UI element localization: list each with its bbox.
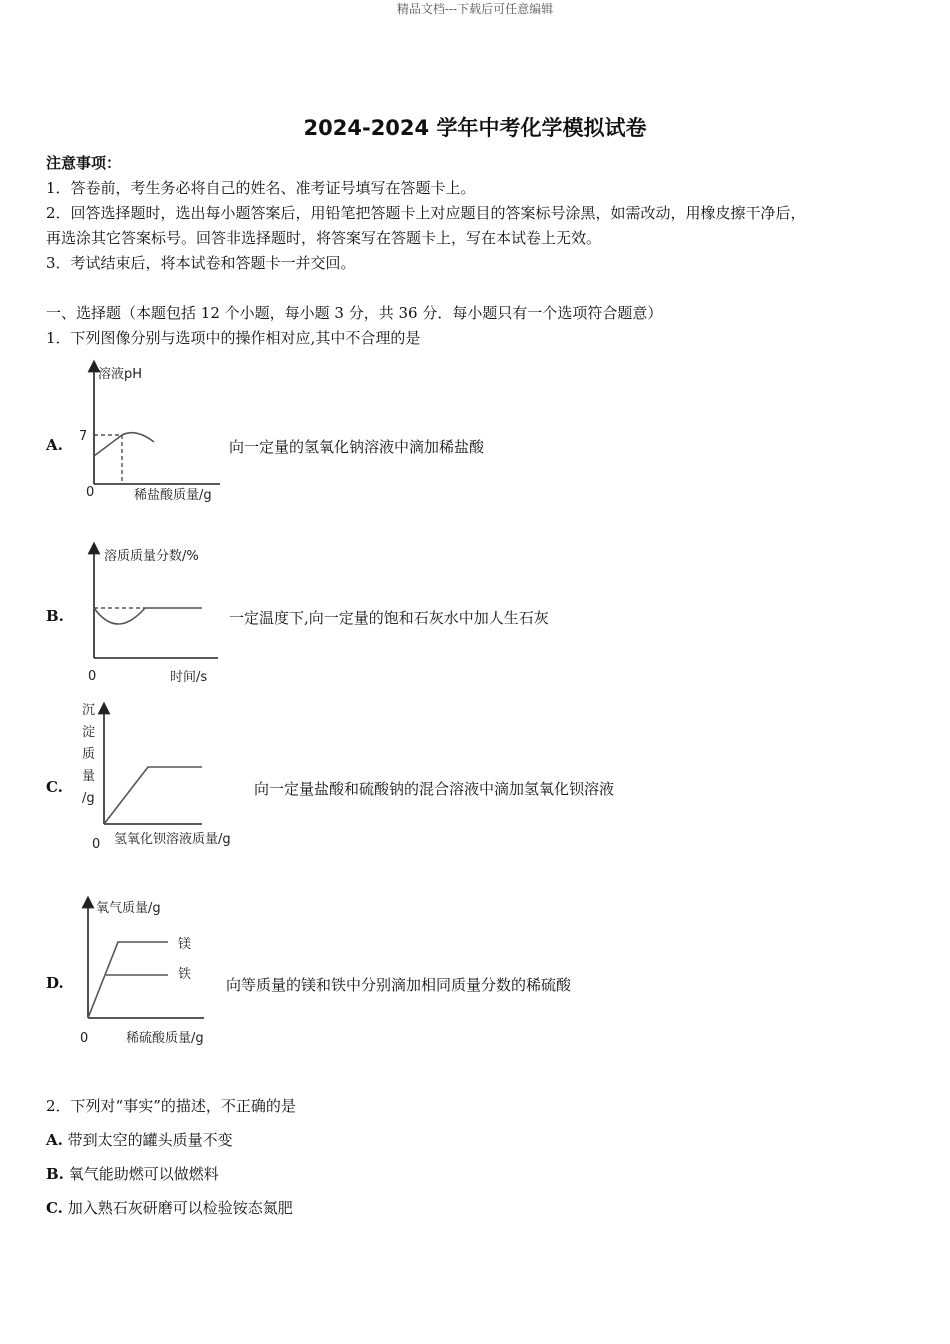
y-axis-label-5: /g [82, 791, 95, 806]
q2-option-a-label: A. [46, 1131, 63, 1149]
q1-option-c-label: C. [46, 778, 63, 796]
question-2-stem: 2．下列对“事实”的描述，不正确的是 [46, 1097, 296, 1115]
x-axis-label: 稀盐酸质量/g [134, 488, 212, 503]
q1-option-b-text: 一定温度下,向一定量的饱和石灰水中加人生石灰 [229, 609, 549, 627]
magnesium-curve [88, 942, 168, 1018]
q1-option-b-graph [70, 540, 240, 690]
precipitate-curve [104, 767, 202, 824]
q2-option-b-label: B. [46, 1165, 64, 1183]
page-header: 精品文档---下载后可任意编辑 [396, 2, 554, 16]
q1-option-a-text: 向一定量的氢氧化钠溶液中滴加稀盐酸 [229, 438, 485, 456]
question-1-stem: 1．下列图像分别与选项中的操作相对应,其中不合理的是 [46, 329, 421, 347]
q1-option-a-label: A. [46, 436, 63, 454]
q2-option-b-text: 氧气能助燃可以做燃料 [68, 1165, 219, 1183]
q1-option-b-label: B. [46, 607, 64, 625]
y-axis-label-3: 质 [82, 747, 96, 762]
notice-item-1: 1．答卷前，考生务必将自己的姓名、准考证号填写在答题卡上。 [46, 179, 476, 197]
notice-item-2: 2．回答选择题时，选出每小题答案后，用铅笔把答题卡上对应题目的答案标号涂黑，如需改动，用橡皮擦干净后， [46, 204, 806, 222]
q1-option-a-graph [70, 356, 240, 508]
q2-option-c-text: 加入熟石灰研磨可以检验铵态氮肥 [67, 1199, 293, 1217]
y-axis-label-1: 沉 [82, 703, 96, 718]
y-axis-label: 溶液pH [98, 367, 143, 382]
x-axis-label: 时间/s [170, 670, 208, 685]
origin-label: 0 [86, 485, 95, 500]
origin-label: 0 [92, 837, 101, 852]
y-axis-label-4: 量 [82, 769, 96, 784]
q2-option-b [46, 1163, 219, 1184]
iron-label: 铁 [178, 967, 192, 982]
notice-item-2-cont: 再选涂其它答案标号。回答非选择题时，将答案写在答题卡上，写在本试卷上无效。 [46, 229, 602, 247]
y-tick-7: 7 [79, 429, 88, 444]
page-title: 2024-2024 学年中考化学模拟试卷 [303, 116, 647, 140]
x-axis-label: 稀硫酸质量/g [126, 1031, 204, 1046]
q2-option-a-text: 带到太空的罐头质量不变 [67, 1131, 233, 1149]
y-axis-label: 氧气质量/g [96, 901, 161, 916]
y-axis-label-2: 淀 [82, 725, 96, 740]
q1-option-c-text: 向一定量盐酸和硫酸钠的混合溶液中滴加氢氧化钡溶液 [254, 780, 615, 798]
notice-heading: 注意事项： [46, 154, 122, 172]
fraction-curve [94, 608, 202, 624]
q2-option-a [46, 1129, 233, 1150]
ph-curve [94, 433, 154, 456]
q1-option-d-label: D. [46, 974, 64, 992]
magnesium-label: 镁 [178, 937, 192, 952]
q1-option-d-graph [70, 892, 240, 1054]
section-heading: 一、选择题（本题包括 12 个小题，每小题 3 分，共 36 分．每小题只有一个选项符合题意） [46, 304, 663, 322]
q1-option-d-text: 向等质量的镁和铁中分别滴加相同质量分数的稀硫酸 [226, 976, 572, 994]
y-axis-label: 溶质质量分数/% [104, 549, 199, 564]
q1-option-c-graph [76, 698, 266, 856]
q2-option-c-label: C. [46, 1199, 63, 1217]
x-axis-label: 氢氧化钡溶液质量/g [114, 832, 231, 847]
notice-item-3: 3．考试结束后，将本试卷和答题卡一并交回。 [46, 254, 356, 272]
origin-label: 0 [80, 1031, 89, 1046]
q2-option-c [46, 1197, 293, 1218]
origin-label: 0 [88, 669, 97, 684]
